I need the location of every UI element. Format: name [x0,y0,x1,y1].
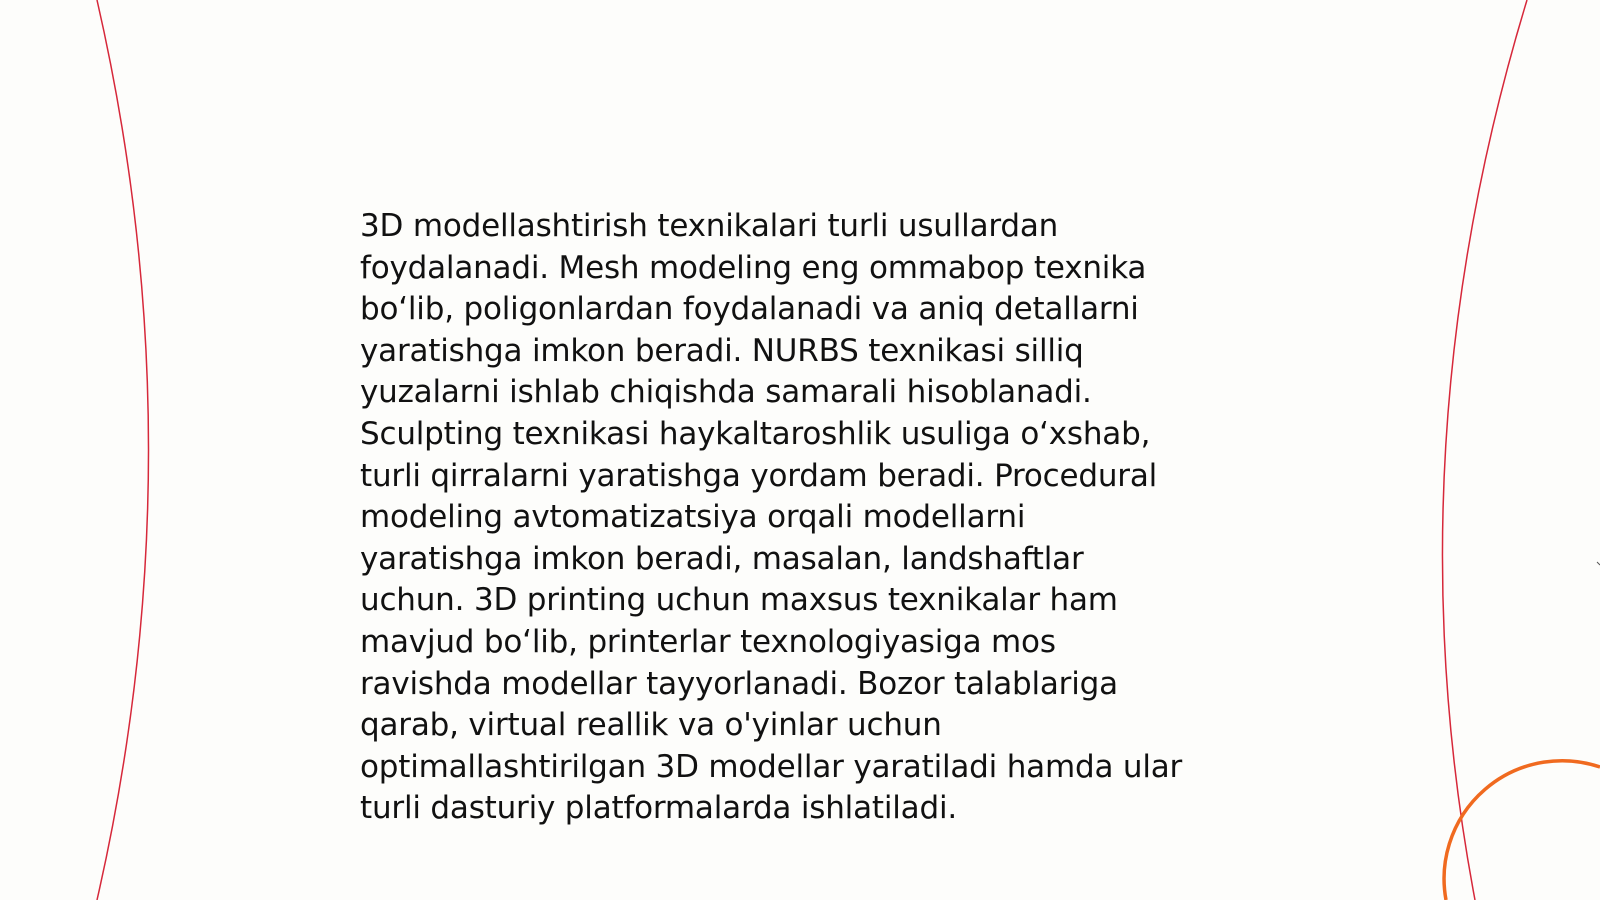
text-line: turli dasturiy platformalarda ishlatiladi. [360,790,958,827]
text-line: turli qirralarni yaratishga yordam beradi. Procedural [360,457,1158,494]
text-line: optimallashtirilgan 3D modellar yaratiladi hamda ular [360,748,1183,785]
text-line: ravishda modellar tayyorlanadi. Bozor talablariga [360,665,1118,702]
text-line: modeling avtomatizatsiya orqali modellarni [360,499,1026,536]
text-line: bo‘lib, poligonlardan foydalanadi va aniq detallarni [360,291,1139,328]
text-line: mavjud bo‘lib, printerlar texnologiyasiga mos [360,623,1056,660]
text-line: uchun. 3D printing uchun maxsus texnikalar ham [360,582,1118,619]
text-line: foydalanadi. Mesh modeling eng ommabop texnika [360,249,1147,286]
text-line: yaratishga imkon beradi, masalan, landshaftlar [360,540,1084,577]
text-line: Sculpting texnikasi haykaltaroshlik usuliga o‘xshab, [360,415,1151,452]
text-line: yuzalarni ishlab chiqishda samarali hisoblanadi. [360,374,1092,411]
text-line: qarab, virtual reallik va o'yinlar uchun [360,707,942,744]
right-curved-line [1442,0,1527,900]
left-curved-line [97,0,149,900]
text-line: yaratishga imkon beradi. NURBS texnikasi silliq [360,332,1084,369]
text-line: 3D modellashtirish texnikalari turli usullardan [360,208,1059,244]
slide-body-text [360,206,1240,830]
corner-accent-arc [1444,761,1600,900]
